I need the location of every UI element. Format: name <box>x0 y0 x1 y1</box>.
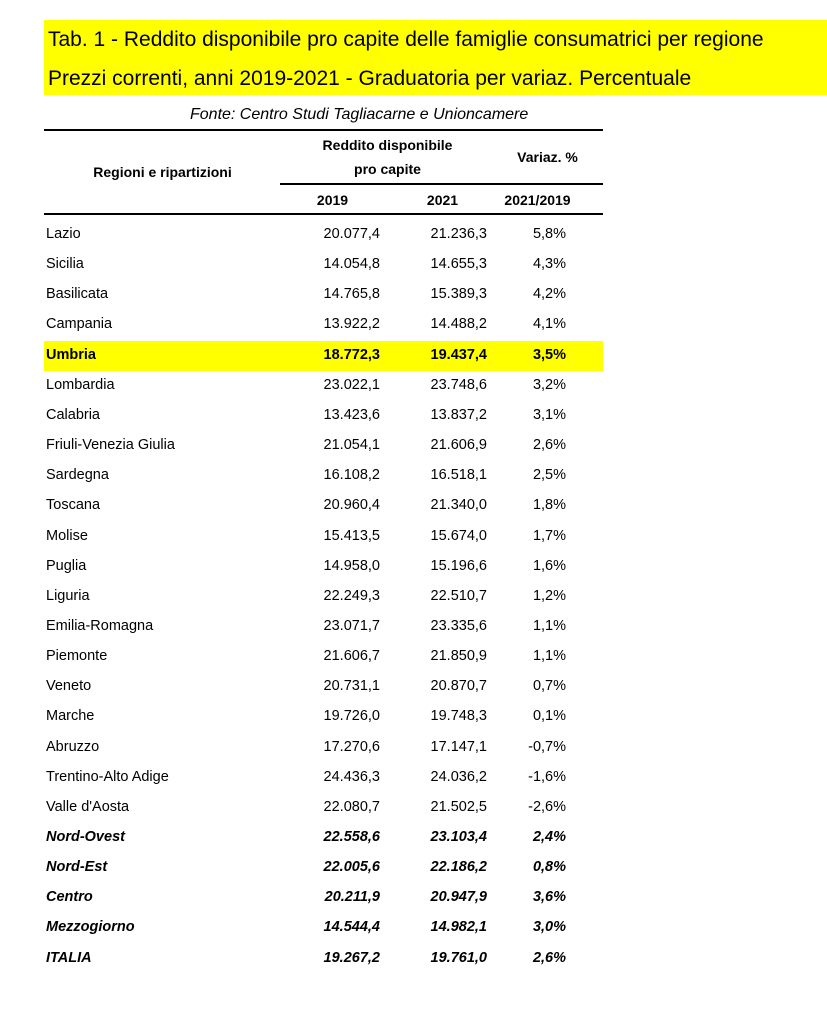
region-name: Veneto <box>46 678 92 695</box>
value-2021: 16.518,1 <box>430 467 487 484</box>
region-name: Emilia-Romagna <box>46 617 154 634</box>
region-name: Campania <box>46 316 113 333</box>
table-row <box>44 672 603 702</box>
table-row <box>44 220 603 250</box>
variation-pct: 1,2% <box>532 587 566 604</box>
variation-pct: 3,5% <box>532 346 566 363</box>
table-top-rule <box>44 129 603 131</box>
value-2021: 21.606,9 <box>430 437 487 454</box>
value-2019: 20.211,9 <box>324 889 380 906</box>
value-2019: 20.077,4 <box>323 226 380 242</box>
table-row <box>44 733 603 763</box>
value-2021: 13.837,2 <box>430 406 487 423</box>
value-2021: 20.870,7 <box>430 678 487 695</box>
variation-pct: 2,6% <box>532 437 566 454</box>
region-name: Marche <box>46 708 95 725</box>
value-2019: 22.080,7 <box>323 798 380 815</box>
table-row <box>44 491 603 521</box>
value-2021: 21.236,3 <box>430 226 487 242</box>
variation-pct: 0,1% <box>532 708 566 725</box>
table-row <box>44 913 603 943</box>
header-var-period: 2021/2019 <box>504 192 571 208</box>
table-subtitle: Prezzi correnti, anni 2019-2021 - Graduatoria per variaz. Percentuale <box>48 67 692 90</box>
table-row <box>44 763 603 793</box>
value-2019: 14.958,0 <box>323 557 380 574</box>
table-row <box>44 793 603 823</box>
table-row <box>44 371 603 401</box>
region-name: Mezzogiorno <box>46 919 135 936</box>
value-2019: 20.731,1 <box>323 678 380 695</box>
variation-pct: -2,6% <box>528 798 566 815</box>
header-year-2019: 2019 <box>316 192 349 208</box>
variation-pct: 1,7% <box>532 527 566 544</box>
value-2019: 14.054,8 <box>323 256 380 273</box>
region-name: Liguria <box>46 587 90 604</box>
variation-pct: 2,6% <box>532 949 566 966</box>
table-row <box>44 612 603 642</box>
value-2021: 17.147,1 <box>430 738 487 755</box>
value-2019: 14.544,4 <box>323 919 380 936</box>
variation-pct: 1,6% <box>532 557 566 574</box>
value-2019: 21.054,1 <box>323 437 380 454</box>
value-2019: 23.071,7 <box>323 617 380 634</box>
variation-pct: -0,7% <box>528 738 566 755</box>
header-income-line2: pro capite <box>354 161 421 177</box>
region-name: Abruzzo <box>46 738 100 755</box>
value-2019: 16.108,2 <box>323 467 380 484</box>
variation-pct: 4,1% <box>532 316 566 333</box>
region-name: Basilicata <box>46 286 109 303</box>
value-2021: 14.982,1 <box>430 919 487 936</box>
region-name: Molise <box>46 527 88 544</box>
variation-pct: 2,4% <box>532 829 566 845</box>
region-name: Umbria <box>46 346 96 363</box>
variation-pct: 1,8% <box>532 497 566 514</box>
title-banner <box>44 20 827 95</box>
table-row <box>44 522 603 552</box>
region-name: Lazio <box>46 226 81 242</box>
variation-pct: 3,2% <box>532 376 566 393</box>
variation-pct: 1,1% <box>532 648 566 665</box>
value-2019: 13.922,2 <box>323 316 380 333</box>
region-name: Puglia <box>46 557 87 574</box>
header-year-2021: 2021 <box>426 192 459 208</box>
variation-pct: 5,8% <box>532 226 566 242</box>
region-name: Sicilia <box>46 256 84 273</box>
variation-pct: 0,8% <box>532 859 566 876</box>
region-name: Calabria <box>46 406 100 423</box>
value-2019: 21.606,7 <box>323 648 380 665</box>
table-row <box>44 280 603 310</box>
variation-pct: 0,7% <box>532 678 566 695</box>
value-2021: 21.502,5 <box>430 798 487 815</box>
variation-pct: 3,0% <box>532 919 566 936</box>
region-name: Friuli-Venezia Giulia <box>46 437 175 454</box>
header-mid-rule <box>280 183 603 185</box>
table-row <box>44 702 603 732</box>
value-2019: 17.270,6 <box>323 738 380 755</box>
value-2021: 23.103,4 <box>430 829 487 845</box>
table-row <box>44 250 603 280</box>
value-2021: 15.674,0 <box>430 527 487 544</box>
value-2021: 19.761,0 <box>430 949 487 966</box>
value-2021: 22.510,7 <box>430 587 487 604</box>
region-name: Toscana <box>46 497 101 514</box>
value-2021: 19.748,3 <box>430 708 487 725</box>
table-row <box>44 552 603 582</box>
region-name: Valle d'Aosta <box>46 798 130 815</box>
table-row <box>44 461 603 491</box>
region-name: Sardegna <box>46 467 109 484</box>
value-2021: 21.850,9 <box>430 648 487 665</box>
table-row <box>44 823 603 853</box>
table-row <box>44 853 603 883</box>
value-2021: 22.186,2 <box>430 859 487 876</box>
region-name: ITALIA <box>46 949 92 966</box>
value-2019: 19.726,0 <box>323 708 380 725</box>
table-row <box>44 341 603 371</box>
variation-pct: 4,2% <box>532 286 566 303</box>
value-2019: 22.005,6 <box>323 859 380 876</box>
table-row <box>44 431 603 461</box>
value-2019: 19.267,2 <box>323 949 380 966</box>
table-row <box>44 582 603 612</box>
variation-pct: 3,6% <box>532 889 566 906</box>
header-income-line1: Reddito disponibile <box>322 137 453 153</box>
table-row <box>44 944 603 974</box>
region-name: Nord-Ovest <box>46 829 125 845</box>
value-2019: 23.022,1 <box>323 376 380 393</box>
variation-pct: 4,3% <box>532 256 566 273</box>
table-row <box>44 642 603 672</box>
value-2019: 22.558,6 <box>323 829 380 845</box>
variation-pct: 2,5% <box>532 467 566 484</box>
region-name: Piemonte <box>46 648 108 665</box>
value-2019: 15.413,5 <box>323 527 380 544</box>
table-row <box>44 401 603 431</box>
value-2021: 23.335,6 <box>430 617 487 634</box>
value-2021: 14.488,2 <box>430 316 487 333</box>
value-2019: 22.249,3 <box>323 587 380 604</box>
value-2019: 18.772,3 <box>323 346 380 363</box>
value-2019: 24.436,3 <box>323 768 380 785</box>
table-title: Tab. 1 - Reddito disponibile pro capite delle famiglie consumatrici per regione <box>48 28 764 51</box>
value-2019: 20.960,4 <box>323 497 380 514</box>
value-2021: 20.947,9 <box>430 889 487 906</box>
value-2021: 19.437,4 <box>430 346 487 363</box>
value-2021: 21.340,0 <box>430 497 487 514</box>
variation-pct: 3,1% <box>532 406 566 423</box>
variation-pct: -1,6% <box>528 768 566 785</box>
variation-pct: 1,1% <box>532 617 566 634</box>
value-2021: 24.036,2 <box>430 768 487 785</box>
region-name: Trentino-Alto Adige <box>46 768 169 785</box>
value-2021: 15.389,3 <box>430 286 487 303</box>
header-regions: Regioni e ripartizioni <box>93 164 232 180</box>
value-2019: 13.423,6 <box>323 406 380 423</box>
region-name: Nord-Est <box>46 859 108 876</box>
table-row <box>44 883 603 913</box>
header-bottom-rule <box>44 213 603 215</box>
value-2021: 14.655,3 <box>430 256 487 273</box>
region-name: Lombardia <box>46 376 115 393</box>
value-2021: 15.196,6 <box>430 557 487 574</box>
source-note: Fonte: Centro Studi Tagliacarne e Unioncamere <box>190 106 529 123</box>
header-variation: Variaz. % <box>517 149 578 165</box>
value-2021: 23.748,6 <box>430 376 487 393</box>
value-2019: 14.765,8 <box>323 286 380 303</box>
table-row <box>44 310 603 340</box>
region-name: Centro <box>46 889 93 906</box>
